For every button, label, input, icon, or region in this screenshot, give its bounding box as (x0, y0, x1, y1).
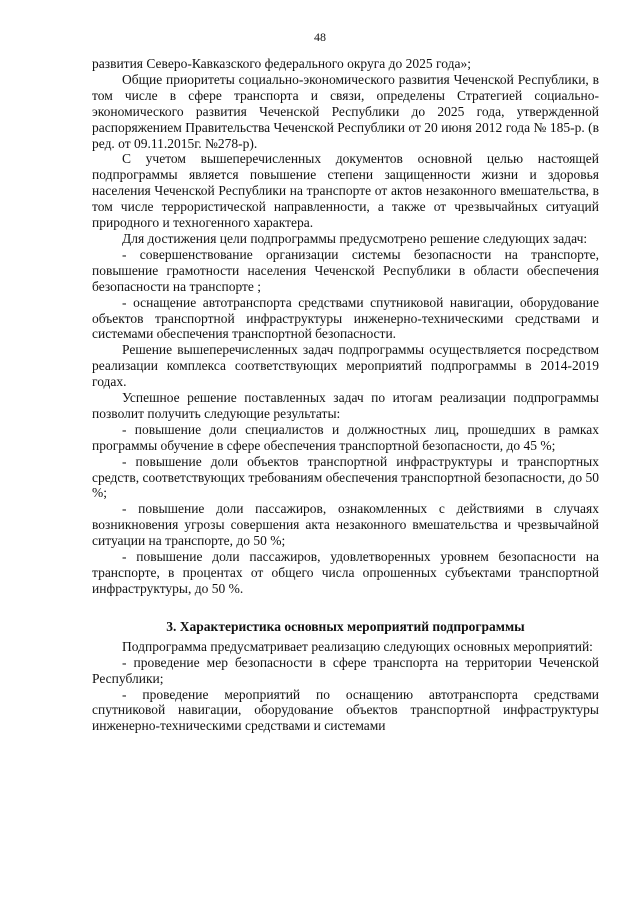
paragraph: Успешное решение поставленных задач по итогам реализации подпрограммы позволит получить следующие результаты: (92, 390, 599, 421)
section-heading: 3. Характеристика основных мероприятий подпрограммы (166, 618, 525, 634)
paragraph-group-top (92, 56, 599, 597)
paragraph: - повышение доли пассажиров, удовлетворенных уровнем безопасности на транспорте, в процентах от общего числа опрошенных субъектами транспортной инфраструктуры, до 50 %. (92, 549, 599, 596)
paragraph: Для достижения цели подпрограммы предусмотрено решение следующих задач: (122, 230, 588, 246)
paragraph: - повышение доли специалистов и должностных лиц, прошедших в рамках программы обучение в сфере обеспечения транспортной безопасности, до 45 %; (92, 421, 599, 453)
document-body (92, 56, 599, 734)
page-number: 48 (314, 30, 326, 44)
paragraph: Решение вышеперечисленных задач подпрограммы осуществляется посредством реализации комплекса соответствующих мероприятий подпрограммы в 2014-2019 годах. (92, 342, 599, 390)
paragraph: - проведение мероприятий по оснащению автотранспорта средствами спутниковой навигации, оборудование объектов транспортной инфраструктуры инженерно-техническими средствами и системами (92, 686, 599, 734)
paragraph-group-bottom (92, 639, 599, 734)
paragraph: развития Северо-Кавказского федерального округа до 2025 года»; (92, 56, 471, 71)
paragraph: - совершенствование организации системы безопасности на транспорте, повышение грамотности населения Чеченской Республики в области обеспечения безопасности на транспорте ; (92, 246, 599, 294)
paragraph: - повышение доли пассажиров, ознакомленных с действиями в случаях возникновения угрозы совершения акта незаконного вмешательства и чрезвычайной ситуации на транспорте, до 50 %; (92, 501, 599, 549)
paragraph: С учетом вышеперечисленных документов основной целью настоящей подпрограммы является повышение степени защищенности жизни и здоровья населения Чеченской Республики на транспорте от актов незаконного вмешательства, в том числе террористической направленности, а также от чрезвычайных ситуаций природного и техногенного характера. (92, 151, 599, 231)
paragraph: - проведение мер безопасности в сфере транспорта на территории Чеченской Республики; (92, 654, 599, 686)
paragraph: Подпрограмма предусматривает реализацию следующих основных мероприятий: (122, 638, 593, 654)
paragraph: Общие приоритеты социально-экономического развития Чеченской Республики, в том числе в сфере транспорта и связи, определены Стратегией социально-экономического развития Чеченской Республики до 2025 года, утвержденной распоряжением Правительства Чеченской Республики от 20 июня 2012 года № 185-р. (в ред. от 09.11.2015г. №278-р). (92, 71, 599, 151)
paragraph: - оснащение автотранспорта средствами спутниковой навигации, оборудование объектов транспортной инфраструктуры инженерно-техническими средствами и системами обеспечения транспортной безопасности. (92, 294, 599, 342)
paragraph: - повышение доли объектов транспортной инфраструктуры и транспортных средств, соответствующих требованиям обеспечения транспортной безопасности, до 50 %; (92, 453, 599, 501)
